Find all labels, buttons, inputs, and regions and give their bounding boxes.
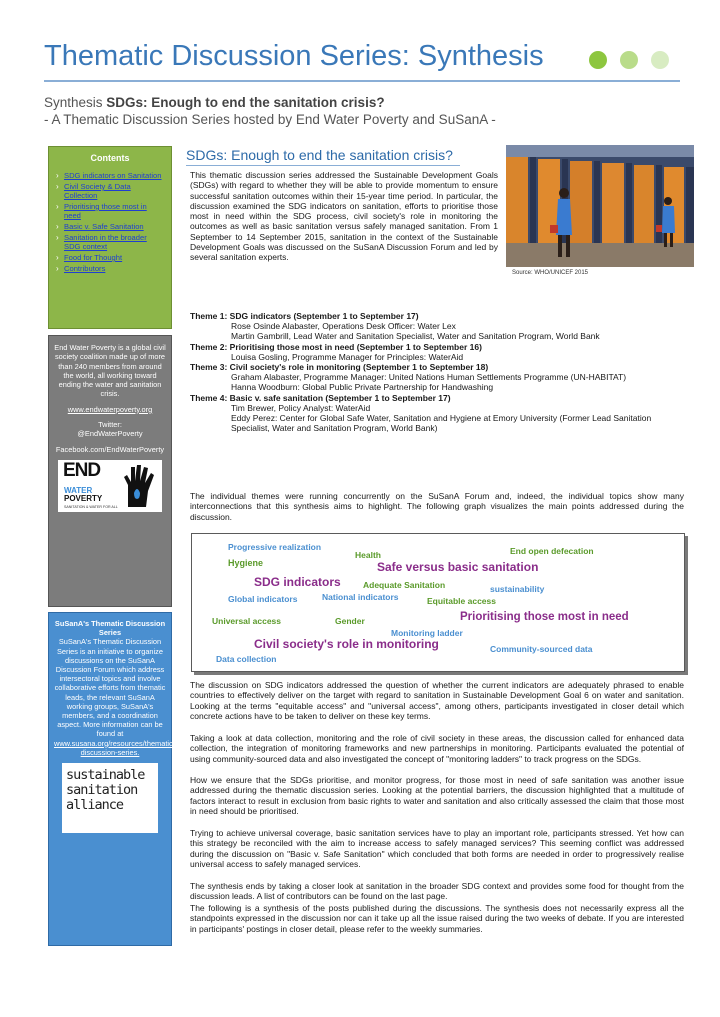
body-paragraph: Trying to achieve universal coverage, basic sanitation services have to play an important role, participants stressed. Yet how can this strategy be reconciled with the aim to increase access to safely managed services? This seeming conflict was addressed during the discussion on "Basic v. Safe Sanitation" which concluded that both forms are needed in order to progressively realise universal access to safely managed services.: [190, 828, 684, 869]
contents-link-prioritising[interactable]: Prioritising those most in need: [64, 202, 147, 220]
body-paragraph: The following is a synthesis of the posts published during the discussions. The synthesis does not necessarily express all the standpoints expressed in the discussion nor can it take up all the issue raised during the two weeks of debate. If you are interested in participants' postings in closer detail, please refer to the weekly summaries.: [190, 903, 684, 934]
word-cloud-term: Gender: [335, 616, 365, 626]
theme-person: Tim Brewer, Policy Analyst: WaterAid: [231, 402, 371, 413]
body-paragraph: The discussion on SDG indicators addressed the question of whether the current indicators are adequately phrased to enable countries to effectively deliver on the target with regard to sanitation in Sustainable Development Goal 6 on water and sanitation. Looking at the terms "equitable access" and "universal access", among others, participants investigated in closer detail which concrete actions have to be taken to deliver on these key terms.: [190, 680, 684, 721]
page-title: Thematic Discussion Series: Synthesis: [44, 40, 544, 72]
word-cloud-term: End open defecation: [510, 546, 594, 556]
word-cloud-term: National indicators: [322, 592, 399, 602]
word-cloud-term: Safe versus basic sanitation: [377, 560, 539, 574]
sustainable-sanitation-alliance-logo: [62, 763, 158, 833]
word-cloud-term: Equitable access: [427, 596, 496, 606]
end-water-poverty-logo: [58, 460, 162, 512]
header-dot-1: [589, 51, 607, 69]
section-rule: [186, 165, 460, 166]
contents-item: [55, 182, 165, 200]
header-dot-2: [620, 51, 638, 69]
word-cloud-term: Prioritising those most in need: [460, 611, 629, 623]
body-paragraph: How we ensure that the SDGs prioritise, and monitor progress, for those most in need of safe sanitation was another issue addressed during the thematic discussion series. Looking at the potential barriers, the discussion highlighted that a multitude of factors interact to result in exclusion from basic rights to water and sanitation and also critically assessed the claim that those most in need should be prioritised.: [190, 775, 684, 816]
logo-tagline: SANITATION & WATER FOR ALL: [64, 504, 118, 509]
contents-item: [55, 253, 165, 262]
latrine-photo-image: [506, 145, 694, 267]
page-subtitle: [44, 94, 496, 128]
logo-poverty-text: POVERTY: [64, 493, 103, 503]
contents-title: Contents: [90, 153, 130, 163]
subtitle-bold: SDGs: Enough to end the sanitation crisis?: [106, 95, 385, 110]
susana-box: [48, 612, 176, 946]
word-cloud-term: SDG indicators: [254, 575, 341, 589]
theme-heading: Theme 4: Basic v. safe sanitation (September 1 to September 17): [190, 392, 451, 403]
body-paragraph: Taking a look at data collection, monitoring and the role of civil society in these areas, the discussion called for enhanced data collection, the integration of monitoring frameworks and new partnerships in monitoring. Participants evaluated the potential of using community-sourced data and also investigated the concept of "monitoring ladders" to track progress on the SDGs.: [190, 733, 684, 764]
theme-person: Martin Gambrill, Lead Water and Sanitation Specialist, Water and Sanitation Program, World Bank: [231, 331, 600, 342]
contents-box: [48, 146, 172, 329]
ssa-logo-line1: sustainable: [66, 767, 145, 784]
contents-link-food-for-thought[interactable]: Food for Thought: [64, 253, 123, 262]
header-dot-3: [651, 51, 669, 69]
word-cloud-term: Data collection: [216, 654, 277, 664]
contents-item: [55, 202, 165, 220]
theme-person: Graham Alabaster, Programme Manager: United Nations Human Settlements Programme (UN-HABITAT): [231, 372, 627, 383]
body-paragraph: The synthesis ends by taking a closer look at sanitation in the broader SDG context and provides some food for thought from the discussion leads. A list of contributors can be found on the last page.: [190, 881, 684, 902]
logo-end-text: END: [63, 459, 101, 481]
logo-water-text: WATER: [64, 485, 93, 495]
contents-link-contributors[interactable]: Contributors: [64, 264, 106, 273]
contents-item: [55, 233, 165, 251]
theme-person: Eddy Perez: Center for Global Safe Water, Sanitation and Hygiene at Emory University (Former Lead Sanitation Specialist, Water and Sanitation Program, World Bank): [231, 413, 652, 434]
themes-note: The individual themes were running concurrently on the SuSanA Forum and, indeed, the individual topics show many interconnections that this synthesis aims to highlight. The following graph visualizes the main points addressed during the discussion.: [190, 491, 684, 522]
theme-heading: Theme 3: Civil society's role in monitoring (September 1 to September 18): [190, 362, 489, 373]
ewp-facebook: Facebook.com/EndWaterPoverty: [55, 444, 165, 454]
ewp-twitter-label: Twitter:: [98, 420, 122, 430]
contents-link-broader-context[interactable]: Sanitation in the broader SDG context: [64, 233, 147, 251]
header-rule: [44, 80, 680, 82]
ssa-logo-line3: alliance: [66, 797, 124, 814]
contents-link-basic-safe[interactable]: Basic v. Safe Sanitation: [64, 222, 144, 231]
susana-description: SuSanA's Thematic Discussion Series is an initiative to organize discussions on the SuSanA Discussion Forum which address intersectoral topics and involve collaborative efforts from thematic leads, the relevant SuSanA working groups, SuSanA's members, and a coordination aspect. More information can be found at: [54, 637, 166, 739]
ewp-website-link[interactable]: www.endwaterpoverty.org: [67, 404, 153, 414]
hand-icon: [120, 463, 160, 509]
subtitle-prefix: Synthesis: [44, 95, 103, 110]
section-title: SDGs: Enough to end the sanitation crisis?: [186, 147, 453, 163]
contents-item: [55, 222, 165, 231]
susana-title: SuSanA's Thematic Discussion Series: [54, 619, 166, 638]
themes-list: [190, 311, 682, 433]
sanitation-photo: [506, 145, 694, 267]
theme-person: Rose Osinde Alabaster, Operations Desk Officer: Water Lex: [231, 321, 456, 332]
ewp-box: [48, 335, 172, 607]
susana-link[interactable]: www.susana.org/resources/thematic-discussion-series.: [54, 738, 176, 757]
subtitle-line2: - A Thematic Discussion Series hosted by End Water Poverty and SuSanA -: [44, 112, 496, 127]
word-cloud-term: Monitoring ladder: [391, 628, 463, 638]
word-cloud-term: Progressive realization: [228, 542, 322, 552]
word-cloud-term: Hygiene: [228, 558, 264, 568]
contents-list: [55, 171, 165, 273]
word-cloud-term: Universal access: [212, 616, 281, 626]
contents-link-sdg-indicators[interactable]: SDG indicators on Sanitation: [64, 171, 162, 180]
contents-item: [55, 171, 165, 180]
word-cloud-term: Global indicators: [228, 594, 298, 604]
theme-person: Louisa Gosling, Programme Manager for Principles: WaterAid: [231, 351, 464, 362]
word-cloud-term: Adequate Sanitation: [363, 580, 446, 590]
theme-heading: Theme 1: SDG indicators (September 1 to September 17): [190, 311, 419, 321]
ewp-twitter-handle: @EndWaterPoverty: [77, 429, 143, 439]
ewp-description: End Water Poverty is a global civil society coalition made up of more than 240 members from around the world, all working toward ending the water and sanitation crisis.: [54, 343, 166, 399]
contents-item: [55, 264, 165, 273]
word-cloud-term: Health: [355, 550, 381, 560]
intro-paragraph: This thematic discussion series addressed the Sustainable Development Goals (SDGs) with regard to whether they will be able to provide momentum to ensure successful sanitation outcomes within their 15-year time period. In particular, the discussion examined the SDG indicators on sanitation, efforts to prioritise those most in need within the SDG process, civil society's role in monitoring the outcomes as well as basic sanitation versus safely managed sanitation. From 1 September to 14 September 2015, sanitation in the context of the Sustainable Development Goals was discussed on the SuSanA Discussion Forum and led by several sanitation experts.: [190, 170, 498, 263]
ssa-logo-line2: sanitation: [66, 782, 138, 799]
contents-link-civil-society[interactable]: Civil Society & Data Collection: [64, 182, 131, 200]
photo-caption: Source: WHO/UNICEF 2015: [512, 270, 589, 276]
word-cloud: [191, 533, 685, 672]
word-cloud-term: Civil society's role in monitoring: [254, 637, 439, 651]
theme-heading: Theme 2: Prioritising those most in need (September 1 to September 16): [190, 341, 482, 352]
theme-person: Hanna Woodburn: Global Public Private Partnership for Handwashing: [231, 382, 494, 393]
word-cloud-term: sustainability: [490, 584, 545, 594]
word-cloud-term: Community-sourced data: [490, 644, 593, 654]
